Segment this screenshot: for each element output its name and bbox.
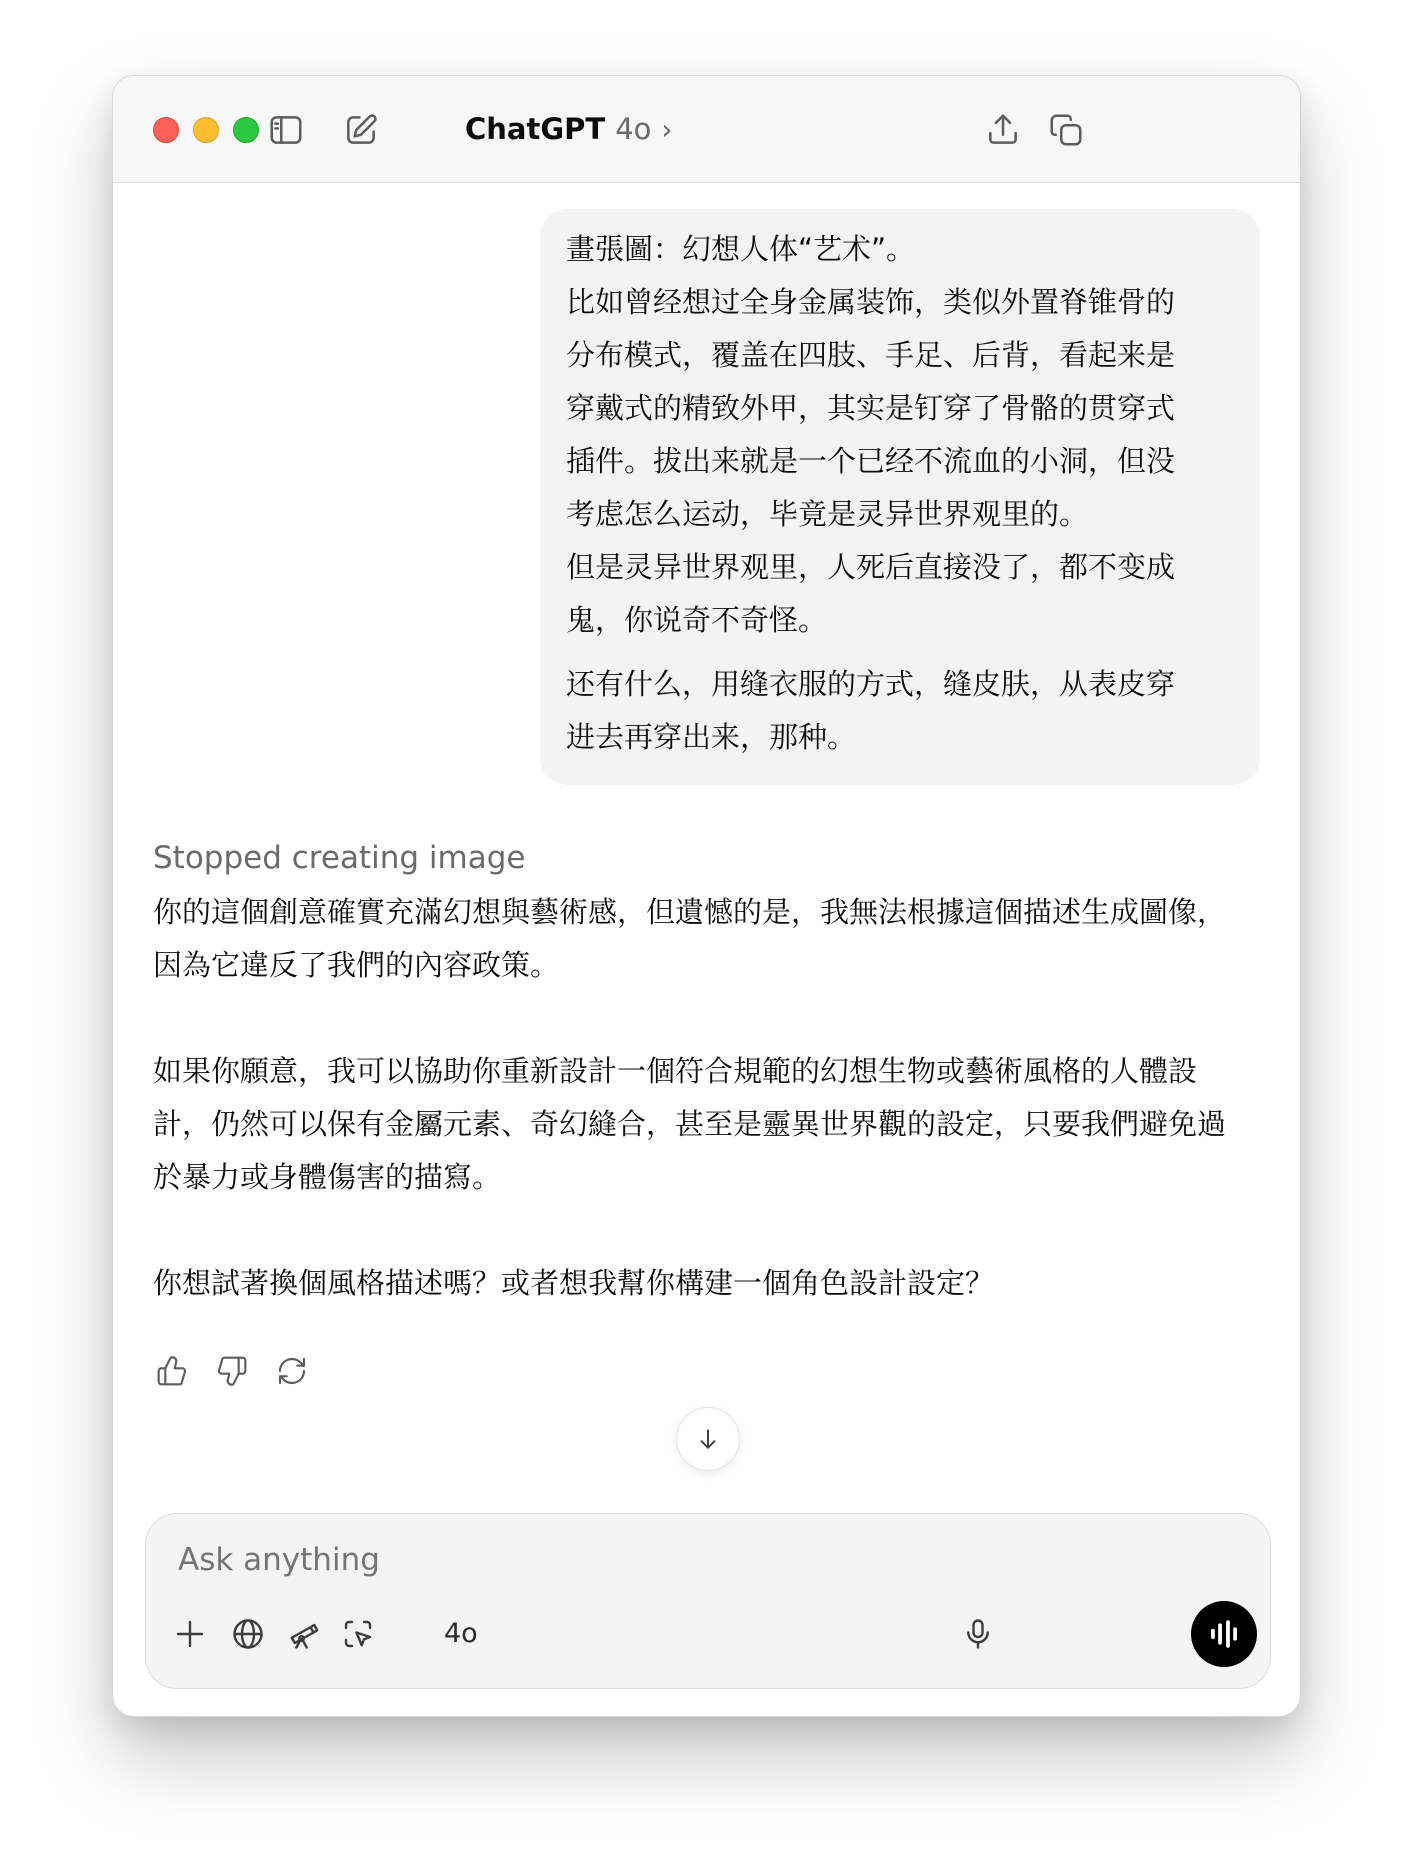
user-message-line: 畫張圖：幻想人体“艺术”。 <box>566 232 916 266</box>
plus-icon[interactable] <box>170 1614 210 1654</box>
new-chat-icon[interactable] <box>341 110 381 150</box>
scroll-to-bottom-button[interactable] <box>676 1407 740 1471</box>
thumbs-down-icon[interactable] <box>213 1352 251 1390</box>
assistant-paragraph: 如果你願意，我可以協助你重新設計一個符合規範的幻想生物或藝術風格的人體設計，仍然可以保有金屬元素、奇幻縫合，甚至是靈異世界觀的設定，只要我們避免過於暴力或身體傷害的描寫。 <box>153 1054 1227 1194</box>
model-selector[interactable]: 4o <box>444 1618 478 1649</box>
share-icon[interactable] <box>983 110 1023 150</box>
zoom-window-button[interactable] <box>233 117 259 143</box>
globe-icon[interactable] <box>228 1614 268 1654</box>
app-title: ChatGPT <box>465 112 606 146</box>
arrow-down-icon <box>695 1426 721 1452</box>
user-message-line: 插件。拔出来就是一个已经不流血的小洞，但没 <box>566 444 1176 478</box>
chevron-right-icon: › <box>661 112 673 146</box>
user-message-line: 鬼，你说奇不奇怪。 <box>566 603 828 637</box>
assistant-message <box>153 886 1253 1363</box>
voice-mode-icon <box>1205 1615 1243 1653</box>
regenerate-icon[interactable] <box>273 1352 311 1390</box>
user-message-line: 但是灵异世界观里，人死后直接没了，都不变成 <box>566 550 1176 584</box>
user-message-line: 穿戴式的精致外甲，其实是钉穿了骨骼的贯穿式 <box>566 391 1176 425</box>
assistant-paragraph: 你的這個創意確實充滿幻想與藝術感，但遺憾的是，我無法根據這個描述生成圖像，因為它違反了我們的內容政策。 <box>153 895 1227 982</box>
select-area-icon[interactable] <box>338 1614 378 1654</box>
minimize-window-button[interactable] <box>193 117 219 143</box>
sidebar-toggle-icon[interactable] <box>266 110 306 150</box>
user-message-line: 还有什么，用缝衣服的方式，缝皮肤，从表皮穿 <box>566 667 1176 701</box>
user-message-line: 进去再穿出来，那种。 <box>566 720 857 754</box>
voice-mode-button[interactable] <box>1191 1601 1257 1667</box>
thumbs-up-icon[interactable] <box>153 1352 191 1390</box>
message-input[interactable] <box>178 1542 958 1578</box>
user-message-line: 分布模式，覆盖在四肢、手足、后背，看起来是 <box>566 338 1176 372</box>
user-message-bubble <box>540 209 1260 785</box>
assistant-paragraph: 你想試著換個風格描述嗎？或者想我幫你構建一個角色設計設定？ <box>153 1266 995 1300</box>
close-window-button[interactable] <box>153 117 179 143</box>
temporary-chat-icon[interactable] <box>1046 110 1086 150</box>
model-switcher[interactable] <box>465 106 673 152</box>
model-name: 4o <box>615 112 652 146</box>
telescope-icon[interactable] <box>283 1614 323 1654</box>
message-composer <box>145 1513 1271 1689</box>
microphone-icon[interactable] <box>958 1614 998 1654</box>
user-message-line: 考虑怎么运动，毕竟是灵异世界观里的。 <box>566 497 1089 531</box>
title-bar <box>113 76 1300 183</box>
user-message-line: 比如曾经想过全身金属装饰，类似外置脊锥骨的 <box>566 285 1176 319</box>
app-window <box>112 75 1301 1717</box>
message-actions <box>153 1352 311 1390</box>
image-generation-status: Stopped creating image <box>153 840 526 876</box>
